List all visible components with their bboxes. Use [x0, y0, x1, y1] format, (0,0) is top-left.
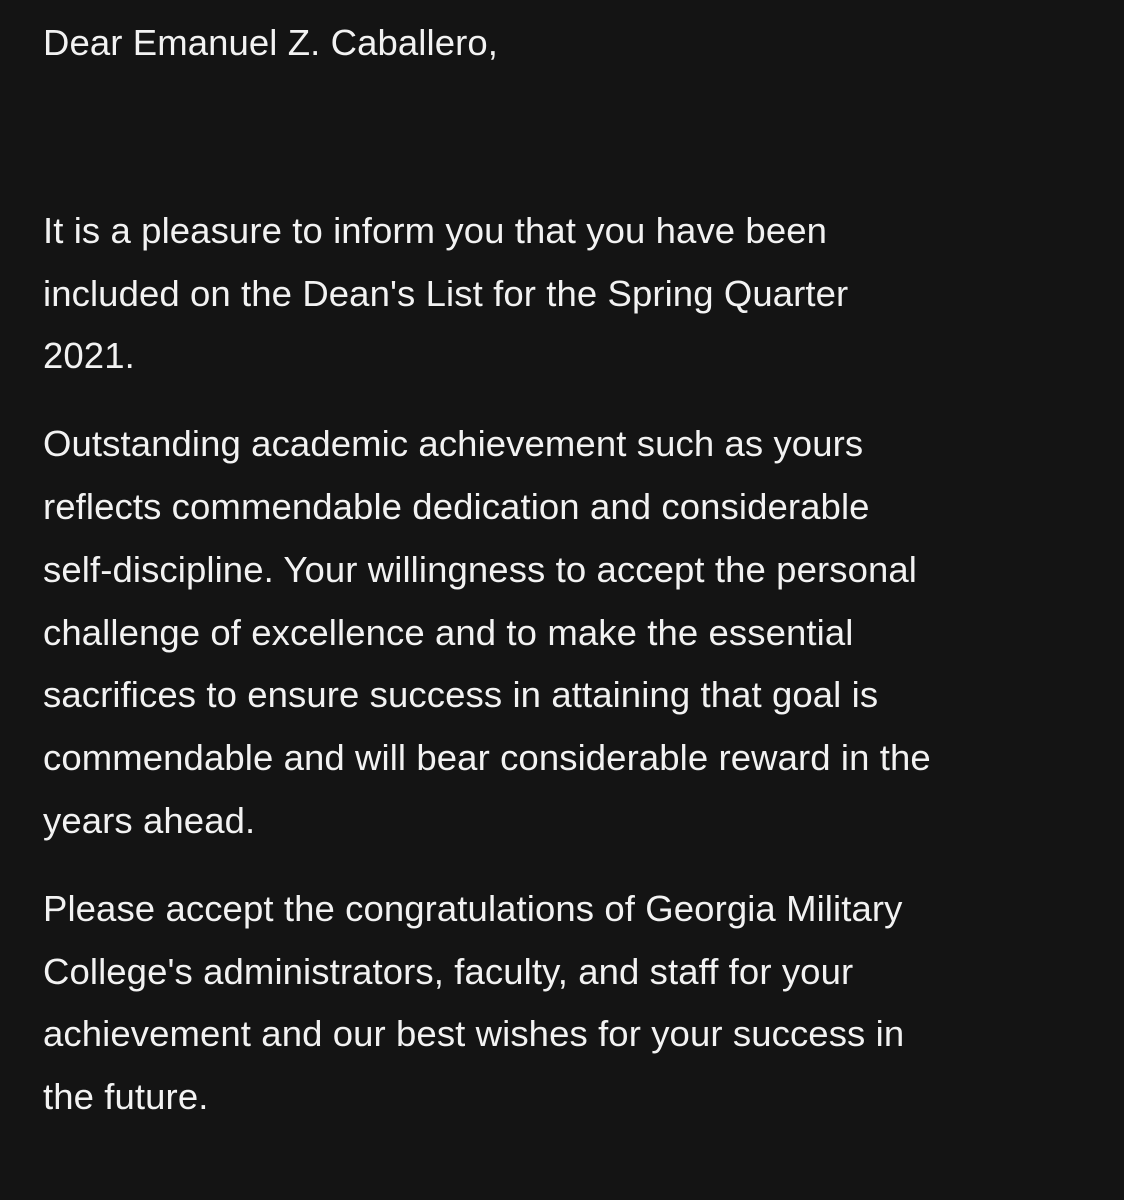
text-line: sacrifices to ensure success in attaining that goal is: [43, 674, 879, 716]
greeting: Dear Emanuel Z. Caballero,: [43, 22, 499, 63]
text-line: Outstanding academic achievement such as yours: [43, 423, 864, 465]
text-line: College's administrators, faculty, and staff for your: [43, 950, 854, 992]
text-line: the future.: [43, 1076, 209, 1118]
paragraph-achievement: [43, 413, 1103, 853]
text-line: included on the Dean's List for the Spring Quarter: [43, 272, 849, 314]
text-line: achievement and our best wishes for your success in: [43, 1013, 905, 1055]
paragraph-deans-list: [43, 200, 1103, 388]
text-line: 2021.: [43, 335, 135, 377]
email-body: [43, 12, 1103, 1154]
text-line: Please accept the congratulations of Georgia Military: [43, 887, 903, 929]
paragraph-congratulations: [43, 878, 1103, 1129]
text-line: It is a pleasure to inform you that you have been: [43, 209, 828, 251]
text-line: years ahead.: [43, 799, 256, 841]
text-line: reflects commendable dedication and considerable: [43, 485, 870, 527]
text-line: commendable and will bear considerable reward in the: [43, 737, 931, 779]
text-line: challenge of excellence and to make the essential: [43, 611, 854, 653]
text-line: self-discipline. Your willingness to accept the personal: [43, 548, 917, 590]
